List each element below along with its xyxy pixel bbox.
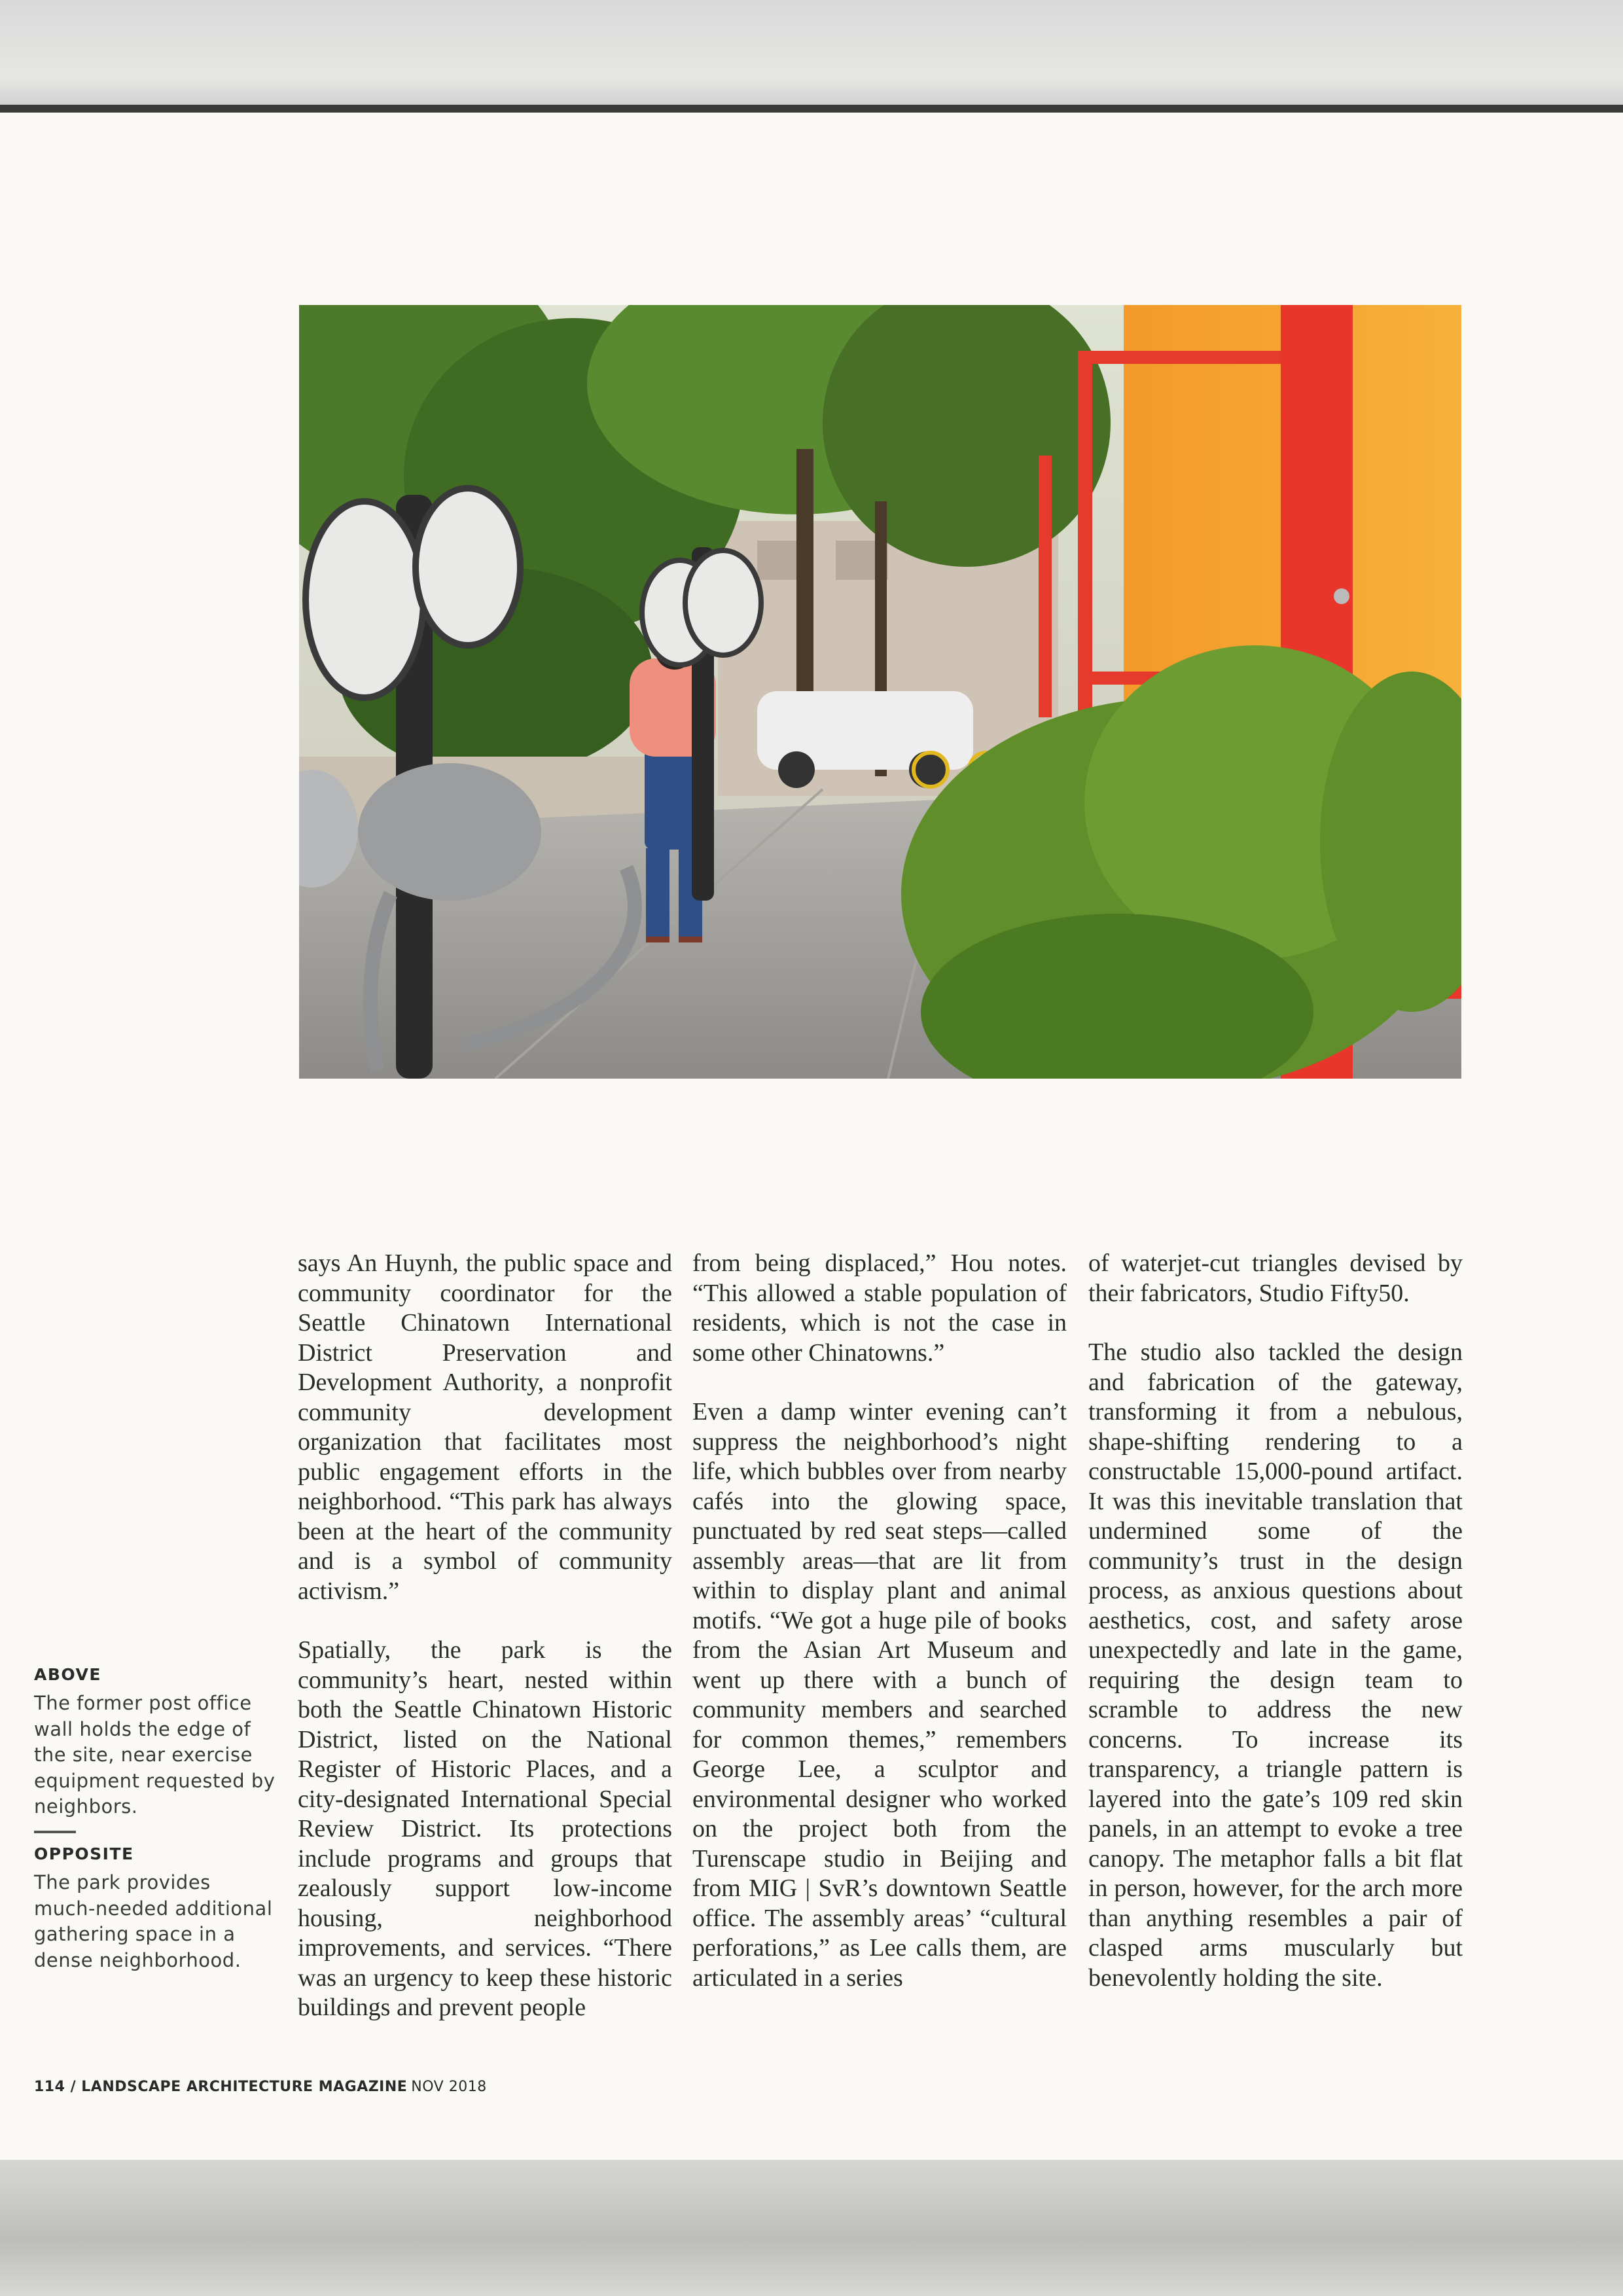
scan-border-top xyxy=(0,0,1623,110)
caption-text: The former post office wall holds the edge of the site, near exercise equipment requested by neighbors. xyxy=(34,1692,276,1818)
caption-text: The park provides much-needed additional gathering space in a dense neighborhood. xyxy=(34,1871,273,1971)
article-paragraph: of waterjet-cut triangles devised by their fabricators, Studio Fifty50. xyxy=(1088,1249,1463,1307)
issue-date: NOV 2018 xyxy=(411,2079,487,2095)
photo-illustration xyxy=(299,305,1461,1079)
article-paragraph: Spatially, the park is the community’s heart, nested within both the Seattle Chinatown Historic District, listed on the National Register of Historic Places, and a city-designated International Special Review District. Its protections include programs and groups that zealously support low-income housing, neighborhood improvements, and services. “There was an urgency to keep these historic buildings and prevent people xyxy=(298,1636,672,2021)
article-column-1 xyxy=(298,1249,672,2053)
scan-border-bottom xyxy=(0,2160,1623,2296)
article-paragraph: Even a damp winter evening can’t suppress the neighborhood’s night life, which bubbles over from nearby cafés into the glowing space, punctuated by red seat steps—called assembly areas—that are lit from within to display plant and animal motifs. “We got a huge pile of books from the Asian Art Museum and went up there with a bunch of community members and searched for common themes,” remembers George Lee, a sculptor and environmental designer who worked on the project both from the Turenscape studio in Beijing and from MIG | SvR’s downtown Seattle office. The assembly areas’ “cultural perforations,” as Lee calls them, are articulated in a series xyxy=(692,1398,1067,1992)
article-paragraph: from being displaced,” Hou notes. “This allowed a stable population of residents, which is not the case in some other Chinatowns.” xyxy=(692,1249,1067,1367)
caption-opposite xyxy=(34,1844,276,1973)
article-column-2 xyxy=(692,1249,1067,2022)
page-footer xyxy=(34,2079,487,2095)
caption-divider xyxy=(34,1831,76,1833)
park-photo xyxy=(299,305,1461,1079)
article-column-3 xyxy=(1088,1249,1463,2022)
caption-above xyxy=(34,1665,276,1820)
caption-heading: ABOVE xyxy=(34,1665,101,1684)
caption-heading: OPPOSITE xyxy=(34,1844,134,1863)
folio: 114 / LANDSCAPE ARCHITECTURE MAGAZINE xyxy=(34,2079,408,2095)
article-paragraph: The studio also tackled the design and fabrication of the gateway, transforming it from a nebulous, shape-shifting rendering to a constructable 15,000-pound artifact. It was this inevitable translation that undermined some of the community’s trust in the design process, as anxious questions about aesthetics, cost, and safety arose unexpectedly and late in the game, requiring the design team to scramble to address the new concerns. To increase its transparency, a triangle pattern is layered into the gate’s 109 red skin panels, in an attempt to evoke a tree canopy. The metaphor falls a bit flat in person, however, for the arch more than anything resembles a pair of clasped arms muscularly but benevolently holding the site. xyxy=(1088,1338,1463,1992)
scan-edge-line xyxy=(0,105,1623,113)
article-paragraph: says An Huynh, the public space and community coordinator for the Seattle Chinatown International District Preservation and Development Authority, a nonprofit community development organization that facilitates most public engagement efforts in the neighborhood. “This park has always been at the heart of the community and is a symbol of community activism.” xyxy=(298,1249,672,1605)
